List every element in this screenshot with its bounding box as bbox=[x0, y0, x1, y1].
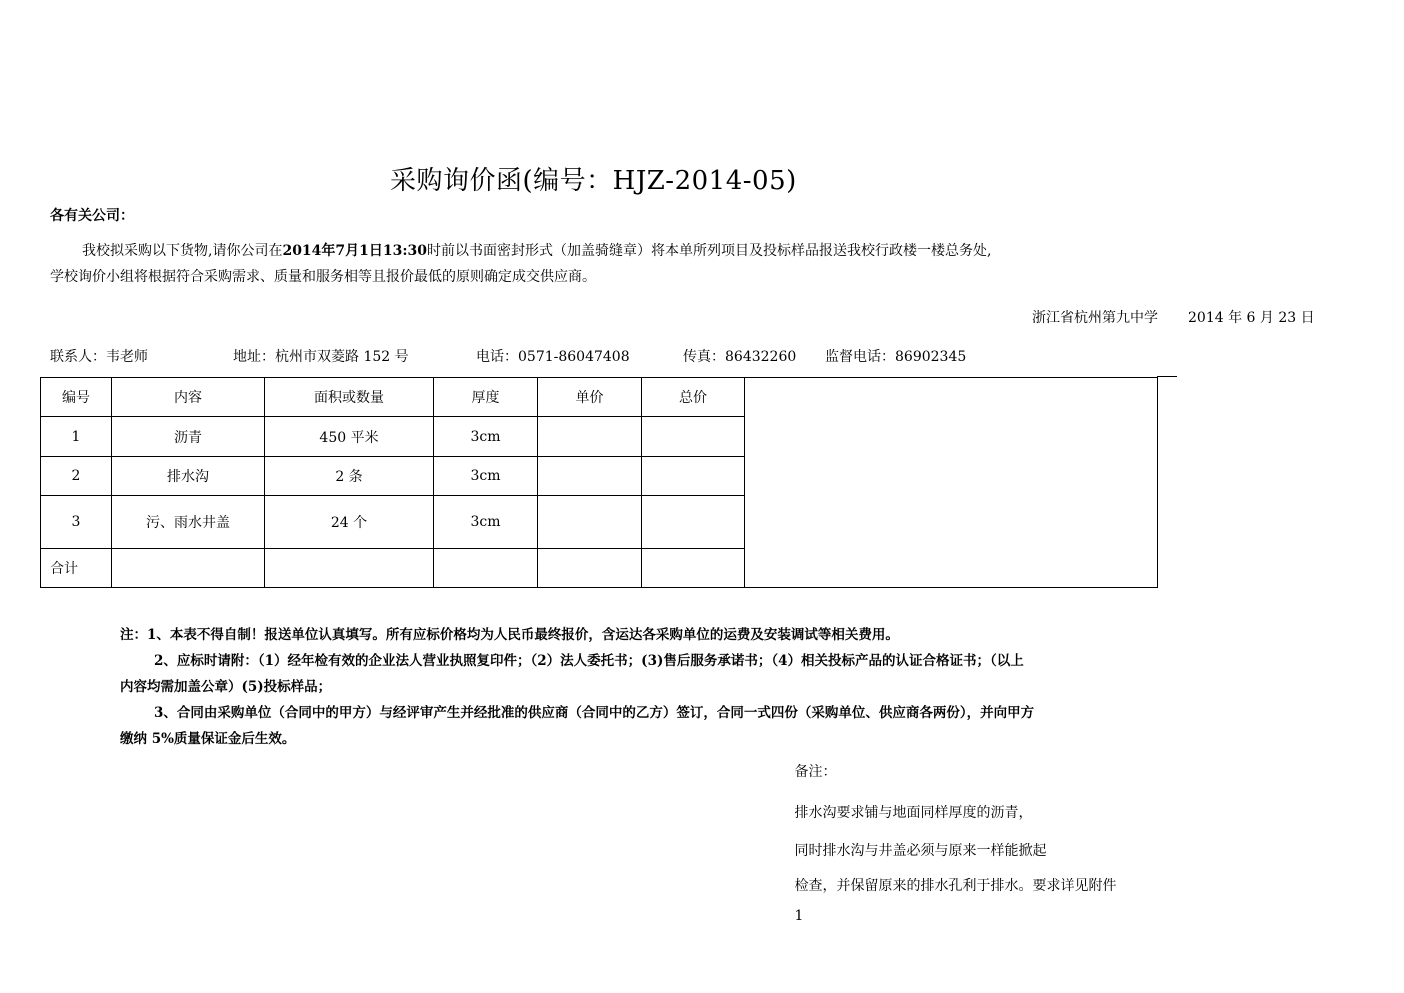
intro-line-1 bbox=[82, 240, 992, 260]
cell-thickness: 3cm bbox=[434, 457, 538, 496]
intro-line-2: 学校询价小组将根据符合采购需求、质量和服务相等且报价最低的原则确定成交供应商。 bbox=[50, 269, 596, 285]
contact-fax: 传真：86432260 bbox=[683, 349, 797, 365]
signature-block bbox=[1032, 307, 1315, 327]
cell-no: 1 bbox=[41, 417, 112, 457]
note-1: 注：1、本表不得自制！报送单位认真填写。所有应标价格均为人民币最终报价，含运达各采购单位的运费及安装调试等相关费用。 bbox=[120, 627, 899, 643]
cell-content: 排水沟 bbox=[112, 457, 265, 496]
contact-address: 地址：杭州市双菱路 152 号 bbox=[233, 349, 409, 365]
contact-supervision: 监督电话：86902345 bbox=[825, 349, 967, 365]
page-title: 采购询价函(编号：HJZ-2014-05) bbox=[390, 166, 797, 196]
header-no: 编号 bbox=[41, 378, 112, 417]
note-2: 2、应标时请附：（1）经年检有效的企业法人营业执照复印件；（2）法人委托书；(3)售后服务承诺书；（4）相关投标产品的认证合格证书；（以上 bbox=[154, 653, 1024, 669]
intro-part-2: 时前以书面密封形式（加盖骑缝章）将本单所列项目及投标样品报送我校行政楼一楼总务处, bbox=[427, 243, 992, 259]
intro-deadline: 2014年7月1日13:30 bbox=[282, 243, 428, 259]
cell-total bbox=[642, 417, 745, 457]
cell-total bbox=[642, 496, 745, 549]
note-2-cont: 内容均需加盖公章）(5)投标样品； bbox=[120, 679, 332, 695]
cell-total bbox=[642, 457, 745, 496]
contact-line bbox=[50, 346, 966, 366]
remarks-line-4: 1 bbox=[794, 907, 804, 924]
cell-no: 2 bbox=[41, 457, 112, 496]
cell-thickness: 3cm bbox=[434, 496, 538, 549]
salutation: 各有关公司： bbox=[50, 208, 134, 224]
remarks-line-3: 检查，并保留原来的排水孔利于排水。要求详见附件 bbox=[794, 877, 1117, 894]
cell-unit-price bbox=[538, 457, 642, 496]
cell-unit-price bbox=[538, 417, 642, 457]
cell-content: 污、雨水井盖 bbox=[112, 496, 265, 549]
cell-qty: 2 条 bbox=[265, 457, 434, 496]
issuer: 浙江省杭州第九中学 bbox=[1032, 310, 1158, 326]
contact-phone: 电话：0571-86047408 bbox=[476, 349, 630, 365]
header-unit-price: 单价 bbox=[538, 378, 642, 417]
remarks-cell bbox=[745, 378, 1158, 924]
total-cell bbox=[112, 549, 265, 588]
table-header-row bbox=[41, 378, 1158, 417]
cell-qty: 450 平米 bbox=[265, 417, 434, 457]
contact-person: 联系人：韦老师 bbox=[50, 349, 148, 365]
total-label: 合计 bbox=[41, 549, 112, 588]
header-content: 内容 bbox=[112, 378, 265, 417]
cell-no: 3 bbox=[41, 496, 112, 549]
issue-date: 2014 年 6 月 23 日 bbox=[1188, 310, 1315, 326]
note-3: 3、合同由采购单位（合同中的甲方）与经评审产生并经批准的供应商（合同中的乙方）签订，合同一式四份（采购单位、供应商各两份），并向甲方 bbox=[154, 705, 1035, 721]
remarks-line-1: 排水沟要求铺与地面同样厚度的沥青， bbox=[794, 804, 1033, 821]
note-3-cont: 缴纳 5%质量保证金后生效。 bbox=[120, 731, 296, 747]
cell-qty: 24 个 bbox=[265, 496, 434, 549]
total-cell bbox=[434, 549, 538, 588]
total-cell bbox=[642, 549, 745, 588]
cell-unit-price bbox=[538, 496, 642, 549]
intro-part-1: 我校拟采购以下货物,请你公司在 bbox=[82, 243, 283, 259]
table-top-rule bbox=[1157, 376, 1177, 377]
cell-content: 沥青 bbox=[112, 417, 265, 457]
notes-block bbox=[120, 622, 1255, 752]
total-cell bbox=[265, 549, 434, 588]
header-qty: 面积或数量 bbox=[265, 378, 434, 417]
header-thickness: 厚度 bbox=[434, 378, 538, 417]
remarks-label: 备注： bbox=[794, 763, 837, 780]
total-cell bbox=[538, 549, 642, 588]
header-total: 总价 bbox=[642, 378, 745, 417]
remarks-line-2: 同时排水沟与井盖必须与原来一样能掀起 bbox=[794, 842, 1047, 859]
cell-thickness: 3cm bbox=[434, 417, 538, 457]
